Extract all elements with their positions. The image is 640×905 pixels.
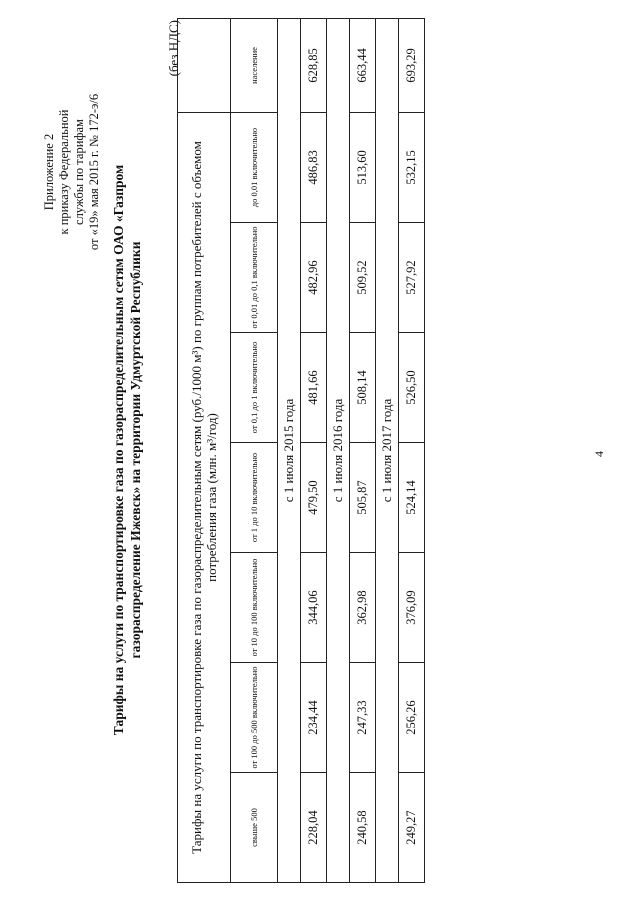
tariff-value: 479,50 bbox=[301, 443, 327, 553]
appendix-reference bbox=[42, 22, 102, 322]
document-title bbox=[110, 105, 144, 795]
tariff-value: 486,83 bbox=[301, 112, 327, 222]
title-line-2: газораспределение Ижевск» на территории Удмуртской Республики bbox=[128, 241, 143, 659]
tariff-value: 508,14 bbox=[350, 333, 376, 443]
period-row bbox=[327, 18, 350, 882]
tariff-value: 509,52 bbox=[350, 223, 376, 333]
table-row bbox=[350, 18, 376, 882]
tariff-table bbox=[177, 18, 425, 883]
tariff-value: 527,92 bbox=[399, 223, 425, 333]
tariff-value: 513,60 bbox=[350, 112, 376, 222]
column-header: от 0,1 до 1 включительно bbox=[231, 333, 278, 443]
column-header: от 10 до 100 включительно bbox=[231, 553, 278, 663]
appendix-line-4: от «19» мая 2015 г. № 172-э/6 bbox=[87, 93, 101, 251]
tariff-value: 256,26 bbox=[399, 663, 425, 773]
period-row bbox=[278, 18, 301, 882]
column-header: свыше 500 bbox=[231, 773, 278, 883]
tariff-value: 532,15 bbox=[399, 112, 425, 222]
period-label: с 1 июля 2015 года bbox=[278, 18, 301, 882]
column-header: от 0,01 до 0,1 включительно bbox=[231, 223, 278, 333]
vat-note: (без НДС) bbox=[166, 20, 181, 77]
tariff-value: 228,04 bbox=[301, 773, 327, 883]
tariff-value: 663,44 bbox=[350, 18, 376, 112]
column-header: от 100 до 500 включительно bbox=[231, 663, 278, 773]
title-line-1: Тарифы на услуги по транспортировке газа по газораспределительным сетям ОАО «Газпром bbox=[111, 164, 126, 736]
column-header: до 0,01 включительно bbox=[231, 112, 278, 222]
page-number: 4 bbox=[592, 451, 606, 457]
tariff-value: 376,09 bbox=[399, 553, 425, 663]
tariff-value: 481,66 bbox=[301, 333, 327, 443]
tariff-value: 240,58 bbox=[350, 773, 376, 883]
appendix-line-1: Приложение 2 bbox=[42, 133, 56, 211]
appendix-line-2: к приказу Федеральной bbox=[57, 109, 71, 235]
tariff-value: 628,85 bbox=[301, 18, 327, 112]
tariff-value: 482,96 bbox=[301, 223, 327, 333]
table-header-spacer bbox=[178, 18, 231, 112]
tariff-value: 234,44 bbox=[301, 663, 327, 773]
tariff-value: 505,87 bbox=[350, 443, 376, 553]
tariff-value: 526,50 bbox=[399, 333, 425, 443]
table-row bbox=[301, 18, 327, 882]
tariff-value: 247,33 bbox=[350, 663, 376, 773]
tariff-value: 693,29 bbox=[399, 18, 425, 112]
period-label: с 1 июля 2016 года bbox=[327, 18, 350, 882]
table-header-row bbox=[178, 18, 231, 882]
tariff-value: 344,06 bbox=[301, 553, 327, 663]
period-label: с 1 июля 2017 года bbox=[376, 18, 399, 882]
tariff-value: 524,14 bbox=[399, 443, 425, 553]
table-main-header: Тарифы на услуги по транспортировке газа по газораспределительным сетям (руб./1000 м³) по группам потребителей с объемом потребления газа (млн. м³/год) bbox=[178, 112, 231, 882]
appendix-line-3: службы по тарифам bbox=[72, 119, 86, 225]
column-header-row bbox=[231, 18, 278, 882]
column-header: от 1 до 10 включительно bbox=[231, 443, 278, 553]
column-header: население bbox=[231, 18, 278, 112]
tariff-value: 249,27 bbox=[399, 773, 425, 883]
table-row bbox=[399, 18, 425, 882]
period-row bbox=[376, 18, 399, 882]
tariff-value: 362,98 bbox=[350, 553, 376, 663]
